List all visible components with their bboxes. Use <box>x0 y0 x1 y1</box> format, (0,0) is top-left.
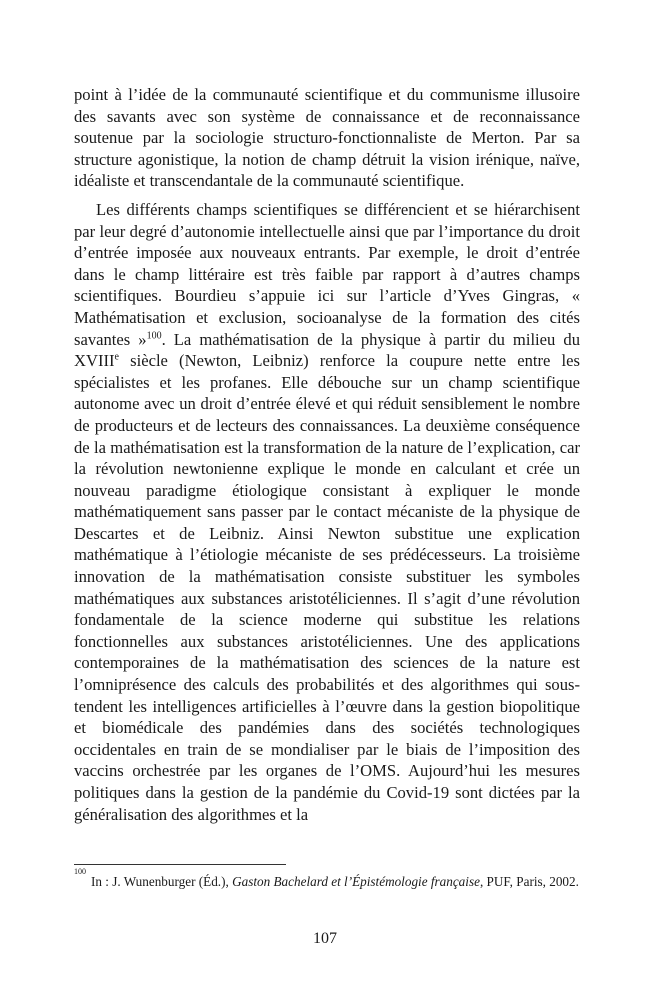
footnote-title: Gaston Bachelard et l’Épistémologie française <box>232 874 480 889</box>
century-superscript: e <box>114 351 119 363</box>
paragraph-2-part-2: . La mathématisation de la physique à partir du milieu du XVIII <box>74 329 580 371</box>
body-text <box>74 84 580 825</box>
footnote-reference[interactable]: 100 <box>146 330 162 341</box>
footnote-separator <box>74 864 286 865</box>
footnote-text-after: , PUF, Paris, 2002. <box>479 874 579 889</box>
footnote-number: 100 <box>74 867 86 876</box>
paragraph-2-part-1: Les différents champs scientifiques se différencient et se hiérarchisent par leur degré d’autonomie intellectuelle ainsi que par l’importance du droit d’entrée imposée aux nouveaux entrants. Par exemple, le droit d’entrée dans le champ littéraire est très faible par rapport à d’autres champs scientifiques. Bourdieu s’appuie ici sur l’article d’Yves Gingras, « Mathématisation et exclusion, socioanalyse de la formation des cités savantes » <box>74 199 580 349</box>
page-number: 107 <box>313 930 337 947</box>
paragraph-2-part-3: siècle (Newton, Leibniz) renforce la coupure nette entre les spécialistes et les profanes. Elle débouche sur un champ scientifique autonome avec un droit d’entrée élevé et qui réduit sensiblement le nombre de producteurs et de lecteurs des connaissances. La deuxième conséquence de la mathématisation est la transformation de la nature de l’explication, car la révolution newtonienne explique le monde en calculant et crée un nouveau paradigme étiologique consistant à expliquer le monde mathématiquement sans passer par le contact mécaniste de la physique de Descartes et de Leibniz. Ainsi Newton substitue une explication mathématique à l’étiologie mécaniste de ses prédécesseurs. La troisième innovation de la mathématisation consiste substituer les symboles mathématiques aux substances aristotéliciennes. Il s’agit d’une révolution fondamentale de la science moderne qui substitue les relations fonctionnelles aux substances aristotéliciennes. Une des applications contemporaines de la mathématisation des sciences de la nature est l’omniprésence des calculs des probabilités et des algorithmes qui sous-tendent les intelligences artificielles à l’œuvre dans la gestion biopolitique et biomédicale des pandémies dans des sociétés technologiques occidentales en train de se mondialiser par le biais de l’imposition des vaccins orchestrée par les organes de l’OMS. Aujourd’hui les mesures politiques dans la gestion de la pandémie du Covid-19 sont dictées par la généralisation des algorithmes et la <box>74 351 580 824</box>
footnote <box>74 867 580 891</box>
paragraph-1: point à l’idée de la communauté scientifique et du communisme illusoire des savants avec son système de connaissance et de reconnaissance soutenue par la sociologie structuro-fonctionnaliste de Merton. Par sa structure agonistique, la notion de champ détruit la vision irénique, naïve, idéaliste et transcendantale de la communauté scientifique. <box>74 85 580 191</box>
footnote-text-before: In : J. Wunenburger (Éd.), <box>91 874 233 889</box>
paragraph-2 <box>74 199 580 825</box>
